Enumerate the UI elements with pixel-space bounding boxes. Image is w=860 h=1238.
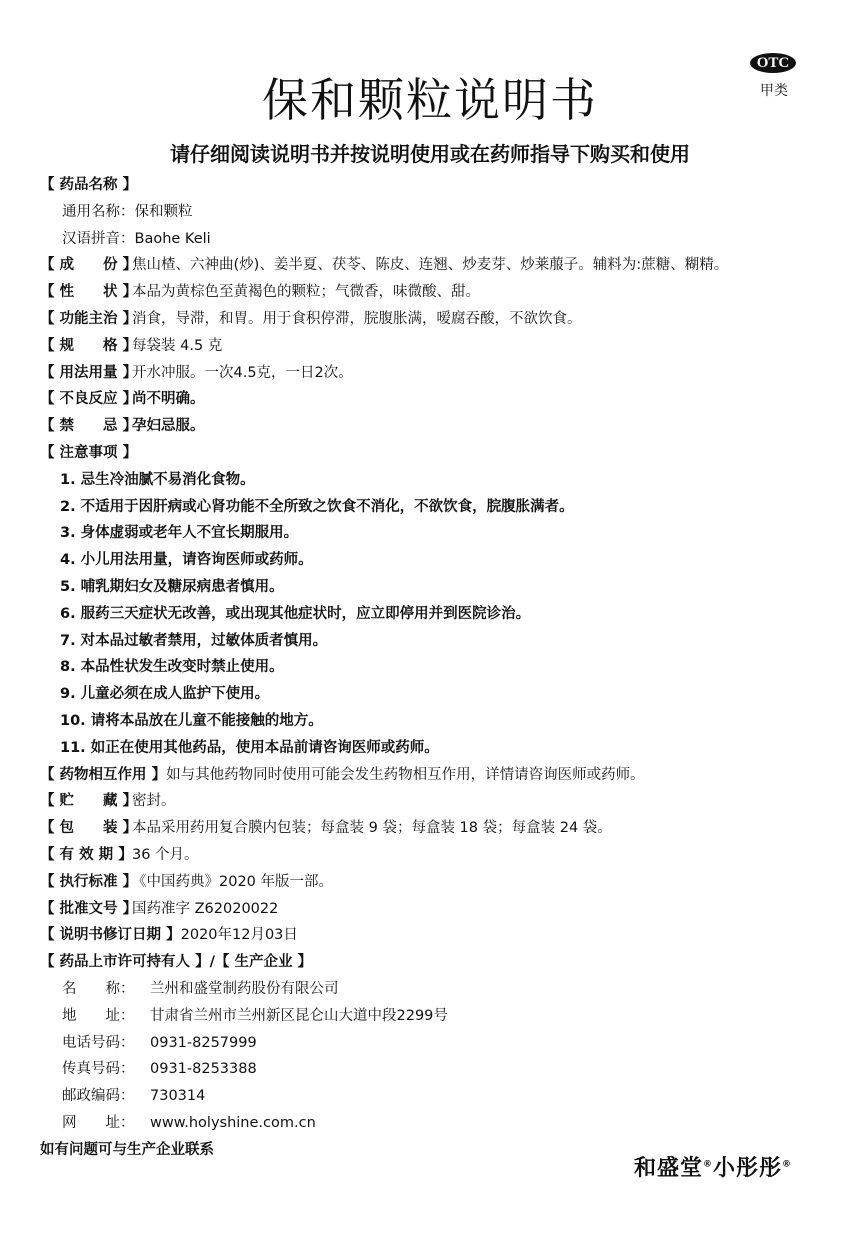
note-item: 5. 哺乳期妇女及糖尿病患者慎用。: [60, 578, 284, 595]
note-item: 9. 儿童必须在成人监护下使用。: [60, 686, 270, 703]
section-standard: 【 执行标准 】《中国药典》2020 年版一部。: [40, 873, 334, 890]
note-item: 6. 服药三天症状无改善，或出现其他症状时，应立即停用并到医院诊治。: [60, 605, 531, 622]
section-drug-name: 【 药品名称 】: [40, 177, 138, 193]
section-validity: 【 有 效 期 】36 个月。: [40, 846, 199, 863]
section-storage: 【 贮 藏 】密封。: [40, 793, 176, 810]
section-notes: 【 注意事项 】: [40, 444, 138, 461]
section-contraindications: 【 禁 忌 】孕妇忌服。: [40, 418, 205, 435]
company-website-row: 网 址： www.holyshine.com.cn: [62, 1114, 316, 1131]
document-subtitle: 请仔细阅读说明书并按说明使用或在药师指导下购买和使用: [170, 142, 690, 166]
note-item: 3. 身体虚弱或老年人不宜长期服用。: [60, 525, 299, 542]
leaflet-content: [40, 172, 850, 1163]
otc-class-label: 甲类: [760, 83, 788, 99]
company-address-row: 地 址： 甘肃省兰州市兰州新区昆仑山大道中段2299号: [62, 1007, 448, 1024]
document-title: 保和颗粒说明书: [262, 73, 598, 127]
section-holder: 【 药品上市许可持有人 】/【 生产企业 】: [40, 954, 312, 971]
section-approval: 【 批准文号 】国药准字 Z62020022: [40, 900, 279, 917]
pinyin-row: 汉语拼音：Baohe Keli: [62, 230, 211, 247]
section-usage: 【 用法用量 】开水冲服。一次4.5克，一日2次。: [40, 364, 353, 381]
section-package: 【 包 装 】本品采用药用复合膜内包装；每盒装 9 袋；每盒装 18 袋；每盒装 24 袋。: [40, 820, 612, 837]
note-item: 10. 请将本品放在儿童不能接触的地方。: [60, 712, 323, 729]
section-revision-date: 【 说明书修订日期 】2020年12月03日: [40, 927, 298, 944]
common-name-row: 通用名称：保和颗粒: [62, 203, 193, 220]
company-postal-row: 邮政编码： 730314: [62, 1088, 206, 1105]
contact-note: 如有问题可与生产企业联系: [40, 1141, 214, 1158]
section-spec: 【 规 格 】每袋装 4.5 克: [40, 337, 223, 354]
note-item: 8. 本品性状发生改变时禁止使用。: [60, 659, 284, 676]
section-indications: 【 功能主治 】消食，导滞，和胃。用于食积停滞，脘腹胀满，嗳腐吞酸，不欲饮食。: [40, 310, 582, 327]
section-properties: 【 性 状 】本品为黄棕色至黄褐色的颗粒；气微香，味微酸、甜。: [40, 284, 480, 301]
section-interactions: 【 药物相互作用 】如与其他药物同时使用可能会发生药物相互作用，详情请咨询医师或药师。: [40, 766, 645, 783]
section-ingredients: 【 成 份 】焦山楂、六神曲(炒)、姜半夏、茯苓、陈皮、连翘、炒麦芽、炒莱菔子。辅料为:蔗糖、糊精。: [40, 257, 729, 274]
note-item: 2. 不适用于因肝病或心肾功能不全所致之饮食不消化，不欲饮食，脘腹胀满者。: [60, 498, 574, 515]
section-adverse: 【 不良反应 】尚不明确。: [40, 391, 205, 408]
note-item: 11. 如正在使用其他药品，使用本品前请咨询医师或药师。: [60, 739, 439, 756]
brand-logo: 和盛堂®小彤彤®: [634, 1155, 793, 1181]
company-phone-row: 电话号码： 0931-8257999: [62, 1034, 257, 1051]
company-name-row: 名 称： 兰州和盛堂制药股份有限公司: [62, 980, 339, 997]
company-fax-row: 传真号码： 0931-8253388: [62, 1061, 257, 1078]
note-item: 4. 小儿用法用量，请咨询医师或药师。: [60, 552, 313, 569]
otc-badge: OTC: [750, 53, 796, 73]
note-item: 1. 忌生冷油腻不易消化食物。: [60, 471, 255, 488]
note-item: 7. 对本品过敏者禁用，过敏体质者慎用。: [60, 632, 328, 649]
